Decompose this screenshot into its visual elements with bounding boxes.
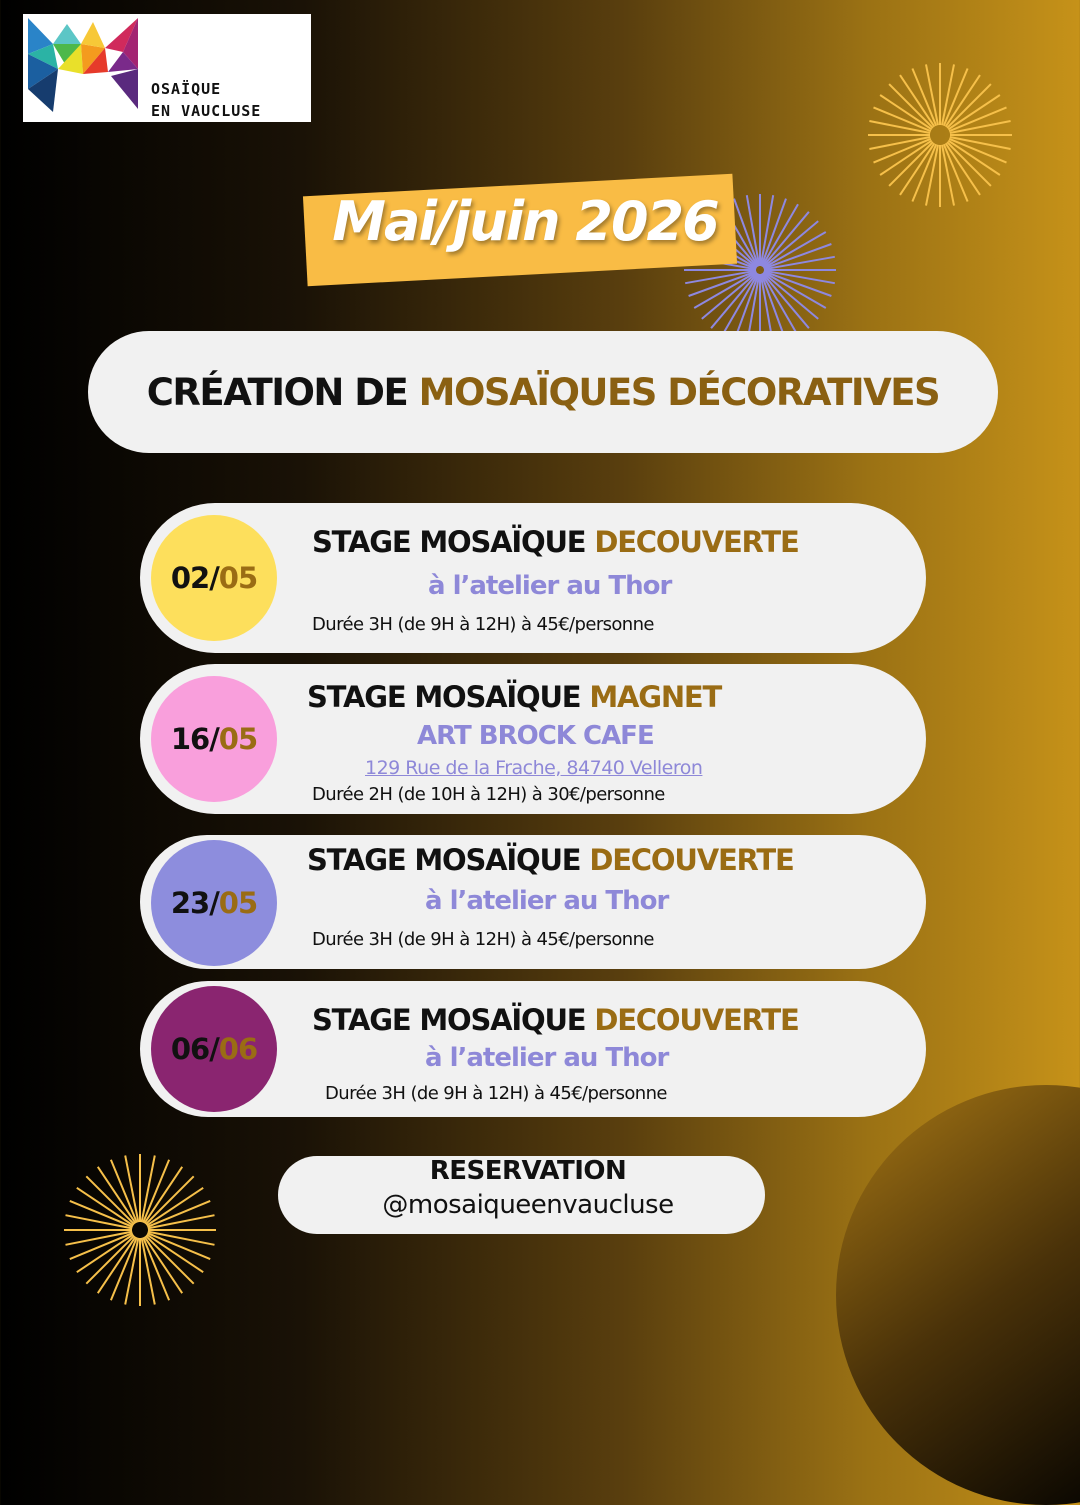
logo-line-2: EN VAUCLUSE [151, 102, 262, 120]
date-day: 23/ [170, 886, 219, 920]
date-day: 02/ [170, 561, 219, 595]
event-place: à l’atelier au Thor [425, 1043, 669, 1073]
date-month: 05 [218, 886, 258, 920]
event-info: Durée 3H (de 9H à 12H) à 45€/personne [325, 1083, 667, 1104]
event-card[interactable] [140, 981, 926, 1117]
date-day: 06/ [170, 1032, 219, 1066]
date-month: 05 [218, 561, 258, 595]
date-month: 06 [218, 1032, 258, 1066]
date-badge [151, 676, 277, 802]
date-day: 16/ [170, 722, 219, 756]
headline [88, 331, 998, 453]
starburst-icon [60, 1150, 220, 1310]
logo [23, 14, 311, 122]
headline-part-2: MOSAÏQUES DÉCORATIVES [418, 370, 940, 414]
logo-mosaic-icon [23, 14, 143, 122]
event-place: à l’atelier au Thor [428, 571, 672, 601]
event-place: ART BROCK CAFE [417, 721, 654, 751]
event-title: STAGE MOSAÏQUE DECOUVERTE [307, 843, 794, 877]
event-info: Durée 3H (de 9H à 12H) à 45€/personne [312, 614, 654, 635]
event-place: à l’atelier au Thor [425, 886, 669, 916]
event-card[interactable] [140, 503, 926, 653]
event-info: Durée 3H (de 9H à 12H) à 45€/personne [312, 929, 654, 950]
reservation-box[interactable] [278, 1156, 765, 1234]
event-address-link[interactable]: 129 Rue de la Frache, 84740 Velleron [365, 757, 703, 779]
event-card[interactable] [140, 835, 926, 969]
reservation-title: RESERVATION [429, 1156, 627, 1186]
event-title: STAGE MOSAÏQUE MAGNET [307, 680, 722, 714]
decorative-circle [836, 1085, 1080, 1505]
logo-line-1: OSAÏQUE [151, 80, 222, 98]
event-info: Durée 2H (de 10H à 12H) à 30€/personne [312, 784, 665, 805]
date-badge [151, 840, 277, 966]
date-badge [151, 515, 277, 641]
date-badge [151, 986, 277, 1112]
event-title: STAGE MOSAÏQUE DECOUVERTE [312, 1003, 799, 1037]
event-title: STAGE MOSAÏQUE DECOUVERTE [312, 525, 799, 559]
date-month: 05 [218, 722, 258, 756]
headline-part-1: CRÉATION DE [146, 370, 408, 414]
event-card[interactable] [140, 664, 926, 814]
reservation-handle[interactable]: @mosaiqueenvaucluse [382, 1190, 674, 1220]
starburst-icon [860, 60, 1020, 210]
period-title: Mai/juin 2026 [332, 190, 718, 253]
